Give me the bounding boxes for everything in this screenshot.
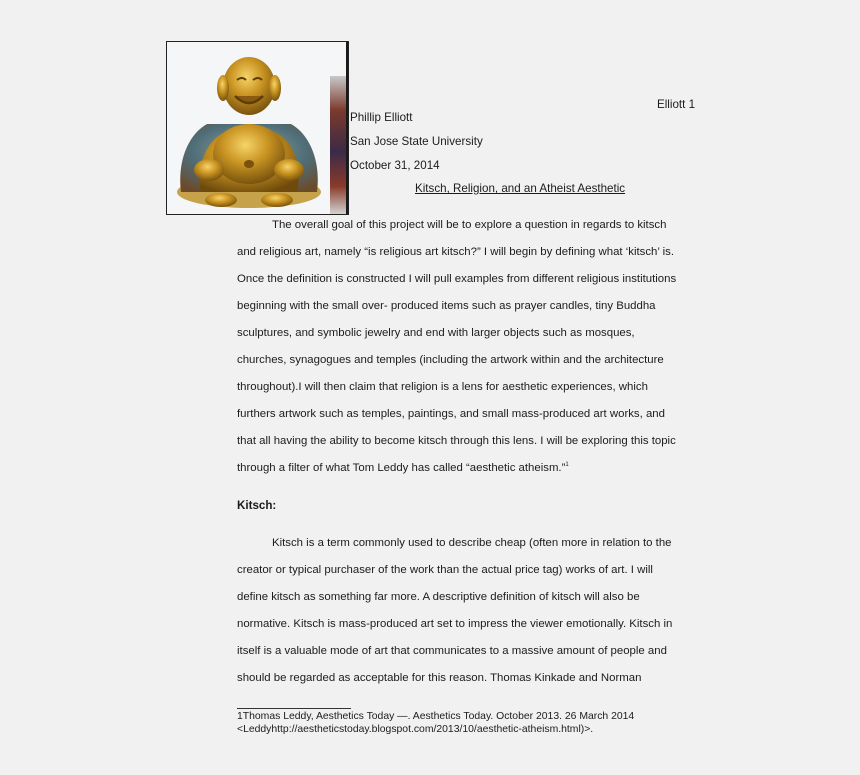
- intro-line: The overall goal of this project will be to explore a question in regards to kitsch: [272, 219, 667, 231]
- kitsch-line: define kitsch as something far more. A descriptive definition of kitsch will also be: [237, 591, 640, 603]
- intro-line: and religious art, namely “is religious art kitsch?” I will begin by defining what ‘kitsch’ is.: [237, 246, 675, 258]
- section-heading-kitsch: Kitsch:: [237, 499, 277, 512]
- golden-buddha-statue-icon: [167, 42, 348, 214]
- intro-line: sculptures, and symbolic jewelry and end with larger objects such as mosques,: [237, 327, 635, 339]
- intro-line: throughout).I will then claim that religion is a lens for aesthetic experiences, which: [237, 381, 648, 393]
- kitsch-line: creator or typical purchaser of the work than the actual price tag) works of art. I will: [237, 564, 653, 576]
- intro-line: beginning with the small over- produced items such as prayer candles, tiny Buddha: [237, 300, 656, 312]
- kitsch-line: Kitsch is a term commonly used to describe cheap (often more in relation to the: [272, 537, 672, 549]
- intro-line: churches, synagogues and temples (including the artwork within and the architecture: [237, 354, 664, 366]
- page-number: Elliott 1: [657, 98, 696, 111]
- university-name: San Jose State University: [350, 135, 483, 148]
- photo-edge-line: [346, 42, 348, 214]
- author-name: Phillip Elliott: [350, 111, 413, 124]
- intro-line-last: [237, 462, 569, 474]
- document-date: October 31, 2014: [350, 159, 440, 172]
- footnote-line: 1Thomas Leddy, Aesthetics Today —. Aesthetics Today. October 2013. 26 March 2014: [237, 711, 635, 722]
- footnote-reference[interactable]: 1: [565, 462, 569, 469]
- kitsch-line: normative. Kitsch is mass-produced art set to impress the viewer emotionally. Kitsch in: [237, 618, 673, 630]
- document-title: Kitsch, Religion, and an Atheist Aesthetic: [415, 182, 626, 195]
- intro-line: that all having the ability to become kitsch through this lens. I will be exploring this topic: [237, 435, 676, 447]
- intro-line: Once the definition is constructed I will pull examples from different religious institutions: [237, 273, 677, 285]
- footnote-link[interactable]: <Leddyhttp://aestheticstoday.blogspot.com/2013/10/aesthetic-atheism.html)>.: [237, 724, 594, 735]
- intro-line: furthers artwork such as temples, paintings, and small mass-produced art works, and: [237, 408, 665, 420]
- kitsch-line: itself is a valuable mode of art that communicates to a massive amount of people and: [237, 645, 667, 657]
- buddha-statue-image: [166, 41, 349, 215]
- intro-line-text: through a filter of what Tom Leddy has called “aesthetic atheism.”: [237, 462, 566, 474]
- kitsch-line: should be regarded as acceptable for this reason. Thomas Kinkade and Norman: [237, 672, 642, 684]
- footnote-divider: [237, 708, 351, 709]
